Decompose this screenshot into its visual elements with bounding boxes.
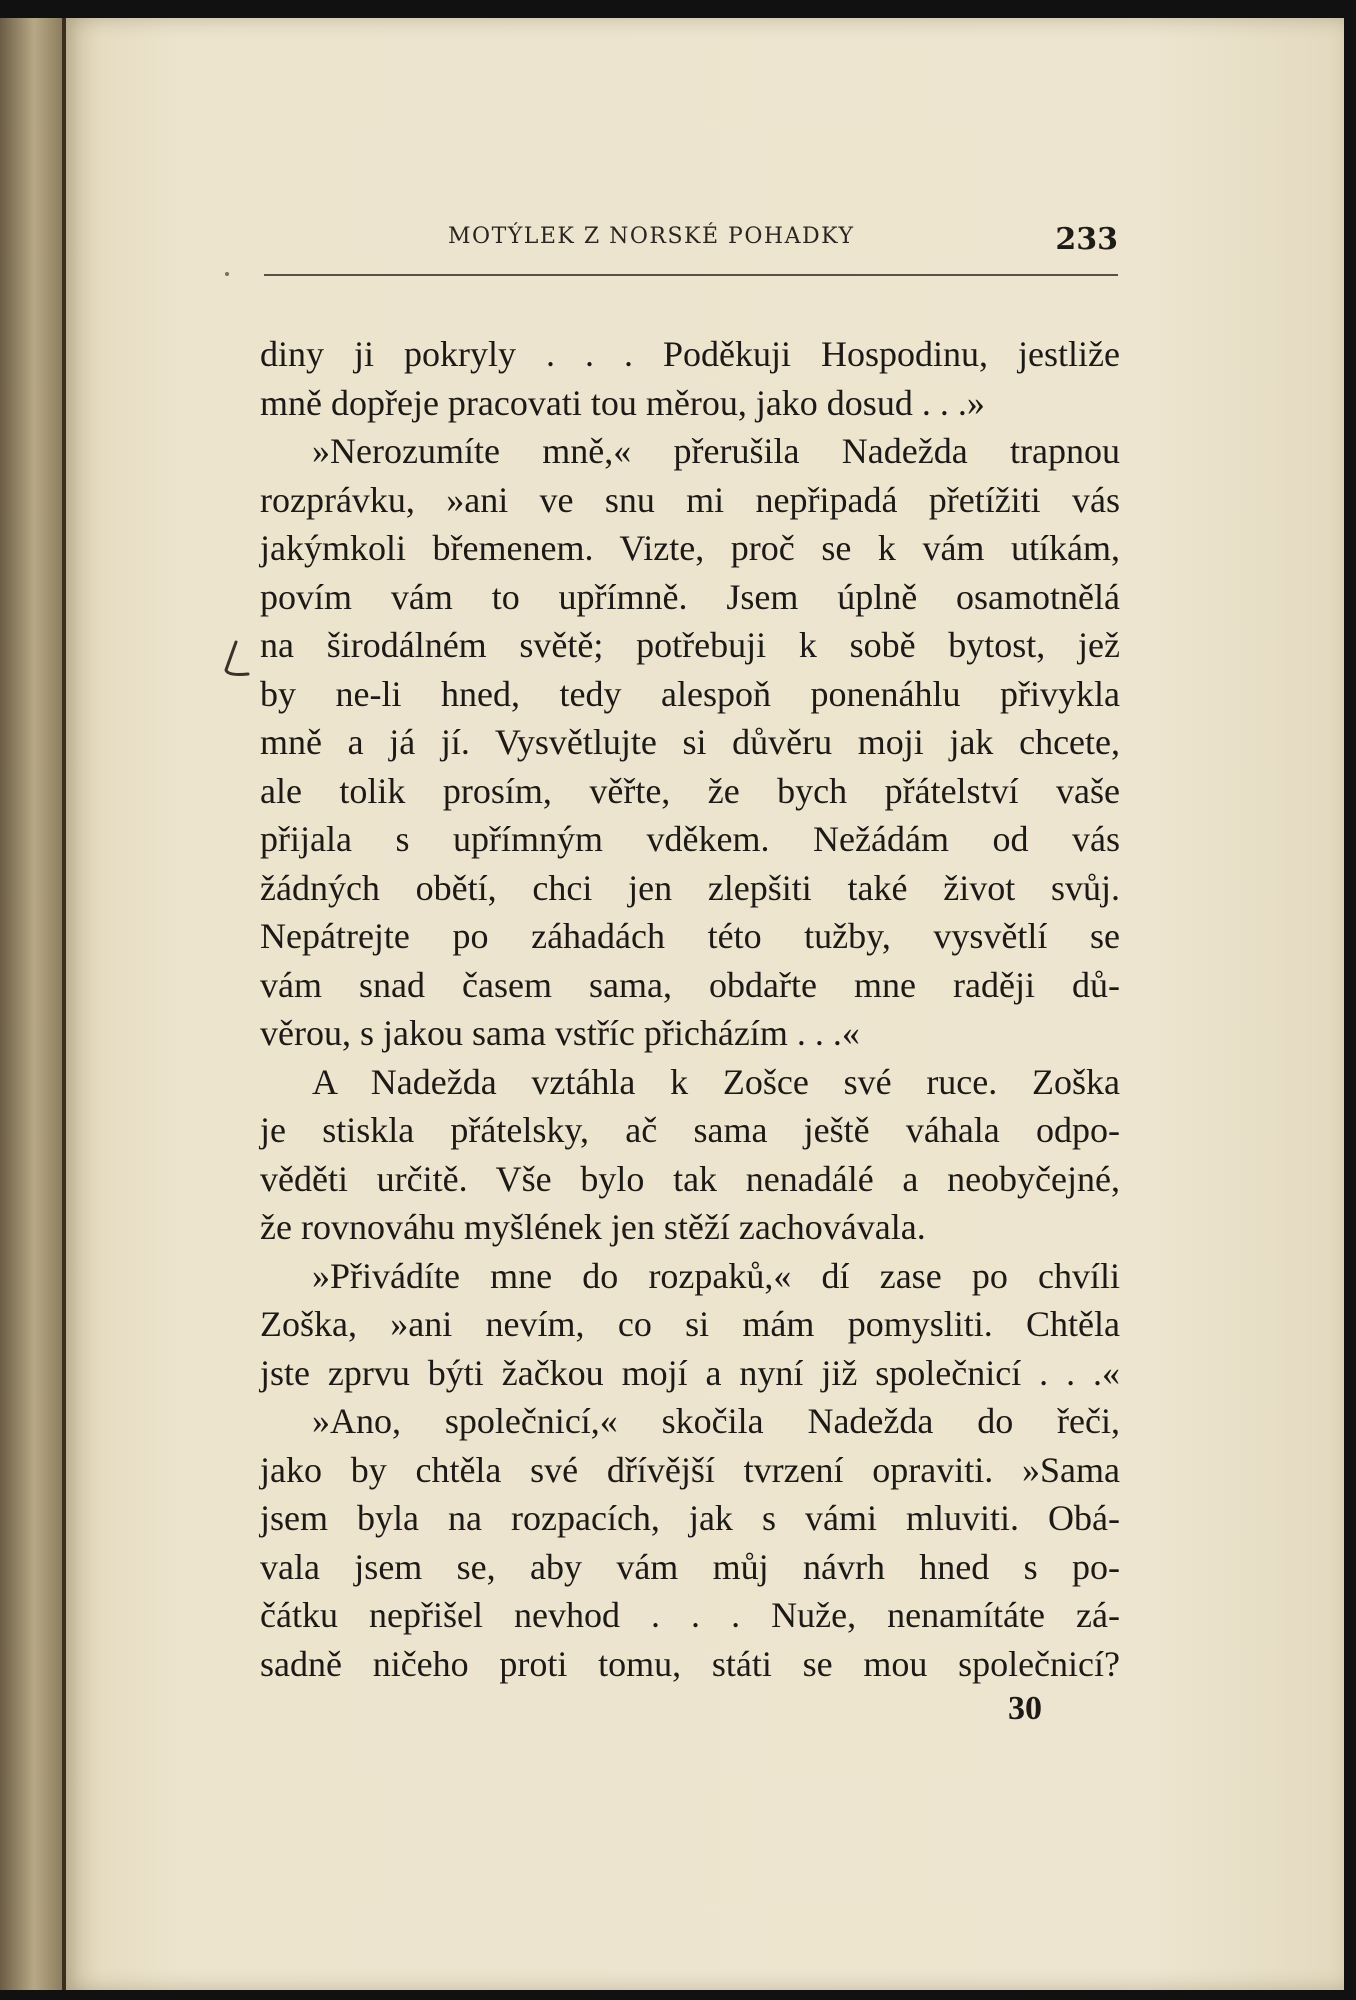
text-line: čátku nepřišel nevhod . . . Nuže, nenamítáte zá- xyxy=(260,1595,1120,1635)
text-line: je stiskla přátelsky, ač sama ještě váhala odpo- xyxy=(260,1110,1120,1150)
text-line: A Nadežda vztáhla k Zošce své ruce. Zoška xyxy=(312,1061,1120,1102)
text-line: sadně ničeho proti tomu, státi se mou společnicí? xyxy=(260,1643,1120,1684)
text-line: že rovnováhu myšlének jen stěží zachovávala. xyxy=(260,1207,926,1247)
text-line: jste zprvu býti žačkou mojí a nyní již společnicí . . .« xyxy=(260,1352,1120,1393)
text-line: jako by chtěla své dřívější tvrzení opraviti. »Sama xyxy=(260,1449,1120,1490)
text-line: mně a já jí. Vysvětlujte si důvěru moji jak chcete, xyxy=(260,722,1120,762)
running-head xyxy=(262,224,1118,264)
margin-dot xyxy=(225,272,229,276)
gutter-edge xyxy=(62,18,66,1990)
running-title: MOTÝLEK Z NORSKÉ POHADKY xyxy=(448,224,855,249)
text-line: Zoška, »ani nevím, co si mám pomysliti. Chtěla xyxy=(260,1304,1120,1344)
signature-mark: 30 xyxy=(1008,1690,1042,1727)
text-line: by ne-li hned, tedy alespoň ponenáhlu přivykla xyxy=(260,673,1120,714)
text-line: povím vám to upřímně. Jsem úplně osamotnělá xyxy=(260,576,1120,617)
text-line: diny ji pokryly . . . Poděkuji Hospodinu, jestliže xyxy=(260,334,1120,374)
header-rule xyxy=(264,274,1118,276)
page-number: 233 xyxy=(1055,222,1118,257)
text-line: věrou, s jakou sama vstříc přicházím . . .« xyxy=(260,1013,860,1053)
text-line: vala jsem se, aby vám můj návrh hned s po- xyxy=(260,1546,1120,1587)
text-line: jsem byla na rozpacích, jak s vámi mluviti. Obá- xyxy=(260,1498,1120,1538)
text-line: na širodálném světě; potřebuji k sobě bytost, jež xyxy=(260,625,1120,665)
text-line: žádných obětí, chci jen zlepšiti také život svůj. xyxy=(260,867,1120,908)
text-line: Nepátrejte po záhadách této tužby, vysvětlí se xyxy=(260,916,1120,956)
text-line: jakýmkoli břemenem. Vizte, proč se k vám utíkám, xyxy=(260,528,1120,568)
text-line: »Přivádíte mne do rozpaků,« dí zase po chvíli xyxy=(312,1255,1120,1296)
pencil-bracket-mark xyxy=(218,640,252,680)
text-line: »Nerozumíte mně,« přerušila Nadežda trapnou xyxy=(312,431,1120,471)
text-line: »Ano, společnicí,« skočila Nadežda do řeči, xyxy=(312,1401,1120,1441)
text-line: přijala s upřímným vděkem. Nežádám od vás xyxy=(260,819,1120,859)
text-line: vám snad časem sama, obdařte mne raději dů- xyxy=(260,964,1120,1005)
text-line: ale tolik prosím, věřte, že bych přátelství vaše xyxy=(260,770,1120,811)
body-text xyxy=(260,330,1120,1688)
text-line: mně dopřeje pracovati tou měrou, jako dosud . . .» xyxy=(260,382,985,423)
text-line: rozprávku, »ani ve snu mi nepřipadá přetížiti vás xyxy=(260,479,1120,520)
text-line: věděti určitě. Vše bylo tak nenadálé a neobyčejné, xyxy=(260,1158,1120,1199)
book-gutter xyxy=(0,18,62,1990)
